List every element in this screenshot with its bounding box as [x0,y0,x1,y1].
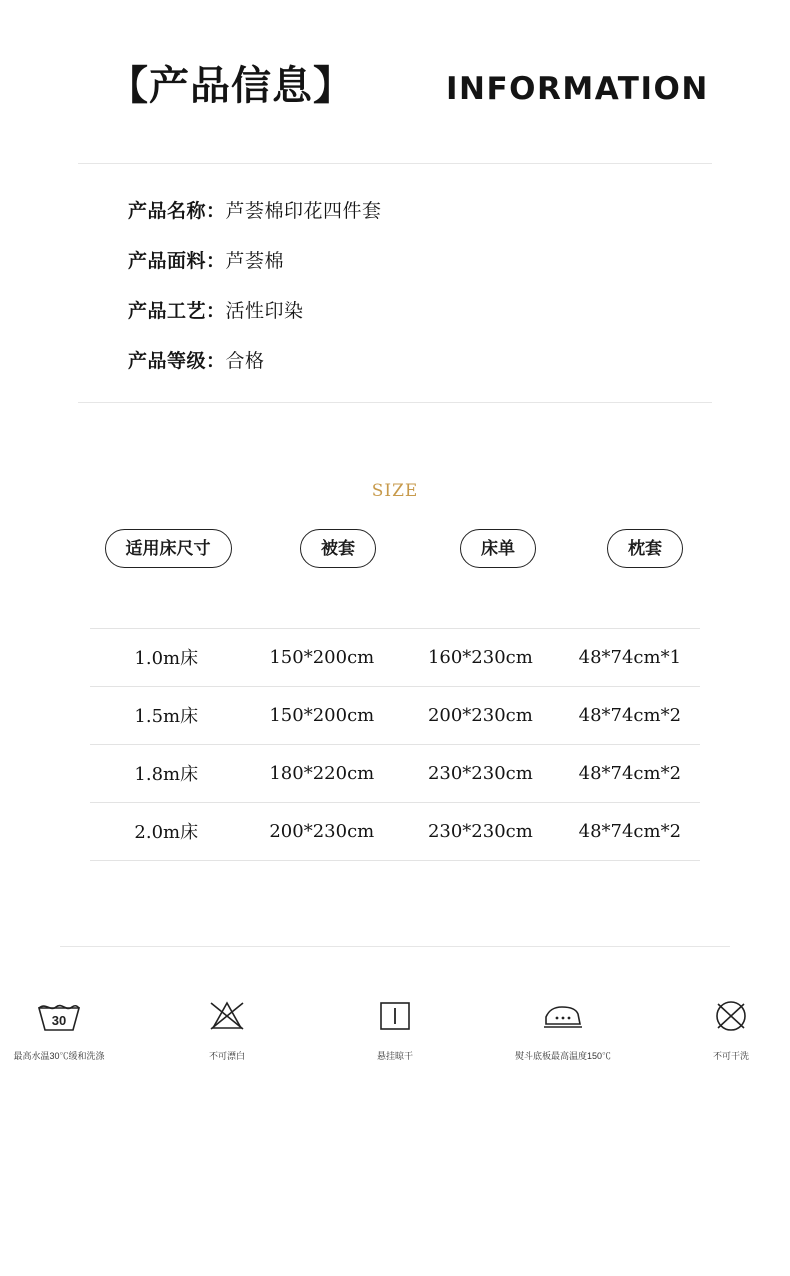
cell-sheet: 200*230cm [401,687,560,745]
info-value: 芦荟棉 [225,251,285,272]
care-icon-row [0,993,790,1062]
table-row [90,745,700,803]
cell-pillowcase: 48*74cm*2 [560,687,700,745]
care-label: 最高水温30℃缓和洗涤 [13,1051,105,1061]
size-header-cell [78,529,258,568]
cell-sheet: 230*230cm [401,803,560,861]
size-header-cell [258,529,418,568]
cell-duvet: 150*200cm [243,629,402,687]
care-item [339,993,451,1062]
info-label: 产品名称： [128,201,226,222]
size-header-cell [578,529,712,568]
info-row [128,302,790,321]
care-label: 悬挂晾干 [376,1051,413,1061]
size-header-sheet: 床单 [460,529,536,568]
size-header-pillowcase: 枕套 [607,529,683,568]
info-value: 活性印染 [225,301,304,322]
size-header-cell [418,529,578,568]
info-value: 合格 [225,351,265,372]
size-table [90,628,700,861]
info-label: 产品面料： [128,251,226,272]
table-row [90,629,700,687]
info-label: 产品等级： [128,351,226,372]
wash-30-icon [36,993,82,1039]
divider-middle [78,402,712,403]
care-section [0,946,790,1062]
cell-sheet: 230*230cm [401,745,560,803]
divider-top [78,163,712,164]
cell-bed-size: 1.5m床 [90,687,243,745]
cell-pillowcase: 48*74cm*1 [560,629,700,687]
size-header-bed: 适用床尺寸 [105,529,232,568]
care-item [675,993,787,1062]
cell-duvet: 180*220cm [243,745,402,803]
table-row [90,687,700,745]
iron-150-icon [540,993,586,1039]
care-label: 熨斗底板最高温度150℃ [514,1051,612,1061]
do-not-dry-clean-icon [713,993,749,1039]
table-row [90,803,700,861]
info-value: 芦荟棉印花四件套 [225,201,382,222]
cell-bed-size: 1.8m床 [90,745,243,803]
cell-duvet: 150*200cm [243,687,402,745]
cell-duvet: 200*230cm [243,803,402,861]
line-dry-icon [378,993,412,1039]
info-row [128,202,790,221]
page-header [0,0,790,108]
care-item [171,993,283,1062]
size-header-duvet: 被套 [300,529,376,568]
page-title-cn: 【产品信息】 [108,64,354,108]
care-label: 不可干洗 [712,1051,749,1061]
info-label: 产品工艺： [128,301,226,322]
info-row [128,252,790,271]
svg-text:30: 30 [51,1013,67,1028]
care-item [3,993,115,1062]
page-title-en: INFORMATION [446,71,709,107]
cell-bed-size: 2.0m床 [90,803,243,861]
size-table-headers [0,529,790,568]
cell-pillowcase: 48*74cm*2 [560,803,700,861]
care-label: 不可漂白 [208,1051,245,1061]
care-item [507,993,619,1062]
size-caption: SIZE [371,481,419,501]
info-row [128,352,790,371]
do-not-bleach-icon [207,993,247,1039]
cell-bed-size: 1.0m床 [90,629,243,687]
divider-bottom [60,946,730,947]
product-info-list [0,202,790,371]
cell-sheet: 160*230cm [401,629,560,687]
cell-pillowcase: 48*74cm*2 [560,745,700,803]
